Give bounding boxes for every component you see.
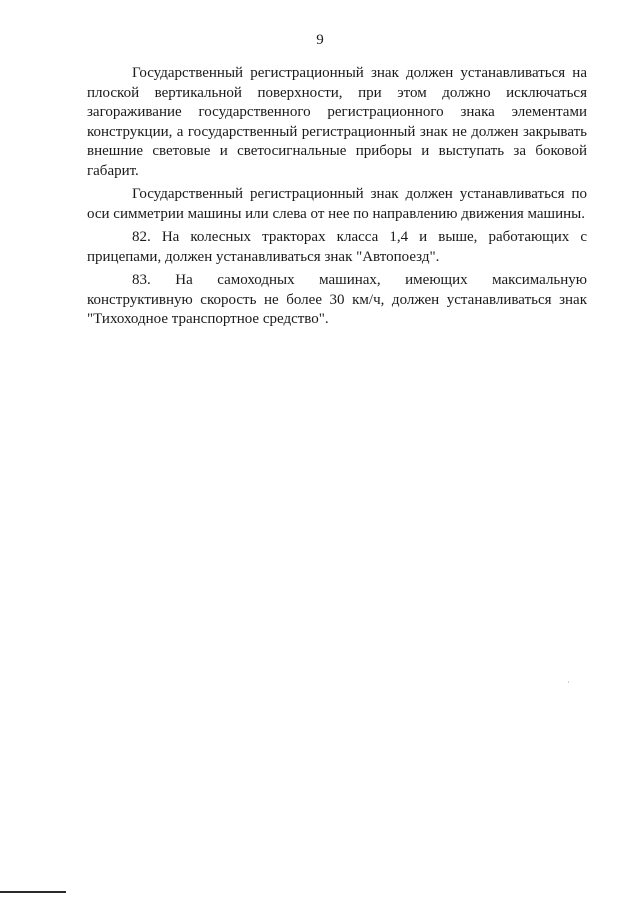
scan-speck bbox=[568, 681, 569, 683]
page-number: 9 bbox=[316, 32, 324, 48]
document-body bbox=[87, 64, 587, 334]
footer-rule bbox=[0, 891, 66, 893]
paragraph-plate-placement: Государственный регистрационный знак должен устанавливаться на плоской вертикальной поверхности, при этом должно исключаться загораживание государственного регистрационного знака элементами конструкции, а государственный регистрационный знак не должен закрывать внешние световые и светосигнальные приборы и выступать за боковой габарит. bbox=[87, 65, 587, 179]
paragraph-item-83: 83. На самоходных машинах, имеющих максимальную конструктивную скорость не более 30 км/ч, должен устанавливаться знак "Тихоходное транспортное средство". bbox=[87, 272, 587, 327]
paragraph-plate-axis: Государственный регистрационный знак должен устанавливаться по оси симметрии машины или слева от нее по направлению движения машины. bbox=[87, 186, 587, 222]
paragraph-item-82: 82. На колесных тракторах класса 1,4 и выше, работающих с прицепами, должен устанавливаться знак "Автопоезд". bbox=[87, 229, 587, 265]
